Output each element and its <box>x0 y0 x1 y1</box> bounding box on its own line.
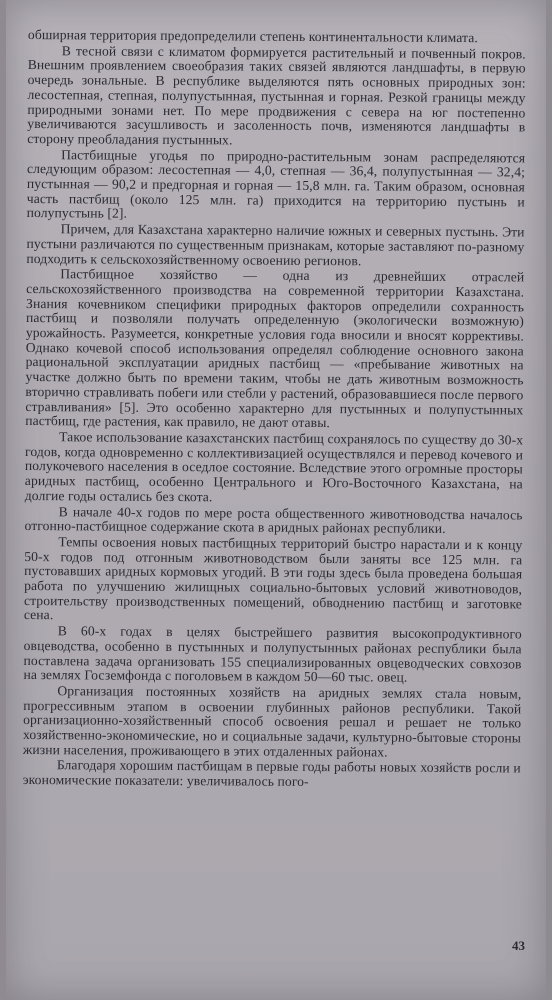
paragraph: Темпы освоения новых пастбищных территорий быстро нарастали и к концу 50-х годов под отгонным животноводством были заняты все 125 млн. га пустовавших аридных кормовых угодий. В эти годы здесь была проведена большая работа по улучшению жилищных социально-бытовых условий животноводов, строительству производственных помещений, обводнению пастбищ и заготовке сена. <box>23 534 523 623</box>
page-text <box>23 28 526 792</box>
book-page <box>6 0 546 1000</box>
paragraph: Благодаря хорошим пастбищам в первые годы работы новых хозяйств росли и экономические показатели: увеличивалось пого- <box>22 757 521 790</box>
paragraph: Такое использование казахстанских пастбищ сохранялось по существу до 30-х годов, когда одновременно с коллективизацией осуществлялся и перевод кочевого и полукочевого населения в оседлое состояние. Вследствие этого огромные просторы аридных пастбищ, особенно Центрального и Юго-Восточного Казахстана, на долгие годы остались без скота. <box>24 429 524 505</box>
paragraph: Пастбищное хозяйство — одна из древнейших отраслей сельскохозяйственного производства на современной территории Казахстана. Знания кочевником специфики природных факторов определили сохранность пастбищ и позволяли получать определенную (экологически возможную) урожайность. Разумеется, конкретные условия года вносили и вносят коррективы. Однако кочевой способ использования определял соблюдение основного закона рациональной эксплуатации аридных пастбищ — «пребывание животных на участке должно быть по времени таким, чтобы не дать животным возможность вторично стравливать побеги или стебли у растений, образовавшиеся после первого стравливания» [5]. Это особенно характерно для пустынных и полупустынных пастбищ, где растения, как правило, не дают отавы. <box>25 266 525 431</box>
paragraph: В начале 40-х годов по мере роста общественного животноводства началось отгонно-пастбищное содержание скота в аридных районах республики. <box>24 503 523 537</box>
paragraph: В 60-х годах в целях быстрейшего развития высокопродуктивного овцеводства, особенно в пустынных и полупустынных районах республики была поставлена задача организовать 155 специализированных овцеводческих совхозов на землях Госземфонда с поголовьем в каждом 50—60 тыс. овец. <box>23 623 522 685</box>
paragraph: обширная территория предопределили степень континентальности климата. <box>27 27 478 46</box>
paragraph: Причем, для Казахстана характерно наличие южных и северных пустынь. Эти пустыни различаются по существенным признакам, которые заставляют по-разному подходить к сельскохозяйственному освоению регионов. <box>26 221 525 268</box>
paragraph: Организация постоянных хозяйств на аридных землях стала новым, прогрессивным этапом в освоении глубинных районов республики. Такой организационно-хозяйственный способ освоения решал и решает не только хозяйственно-экономические, но и социальные задачи, культурно-бытовые стороны жизни населения, проживающего в этих отдаленных районах. <box>22 683 522 760</box>
paragraph: В тесной связи с климатом формируется растительный и почвенный покров. Внешним проявлением своеобразия таких связей являются ландшафты, в первую очередь зональные. В республике выделяются пять основных природных зон: лесостепная, степная, полупустынная, пустынная и горная. Резкой границы между природными зонами нет. По мере продвижения с севера на юг постепенно увеличиваются засушливость и засоленность почв, изменяются ландшафты в сторону преобладания пустынных. <box>27 42 526 148</box>
page-number: 43 <box>512 938 525 953</box>
paragraph: Пастбищные угодья по природно-растительным зонам распределяются следующим образом: лесостепная — 4,0, степная — 36,4, полупустынная — 32,4; пустынная — 90,2 и предгорная и горная — 15,8 млн. га. Таким образом, основная часть пастбищ (около 125 млн. га) приходится на территорию пустынь и полупустынь [2]. <box>26 146 526 222</box>
